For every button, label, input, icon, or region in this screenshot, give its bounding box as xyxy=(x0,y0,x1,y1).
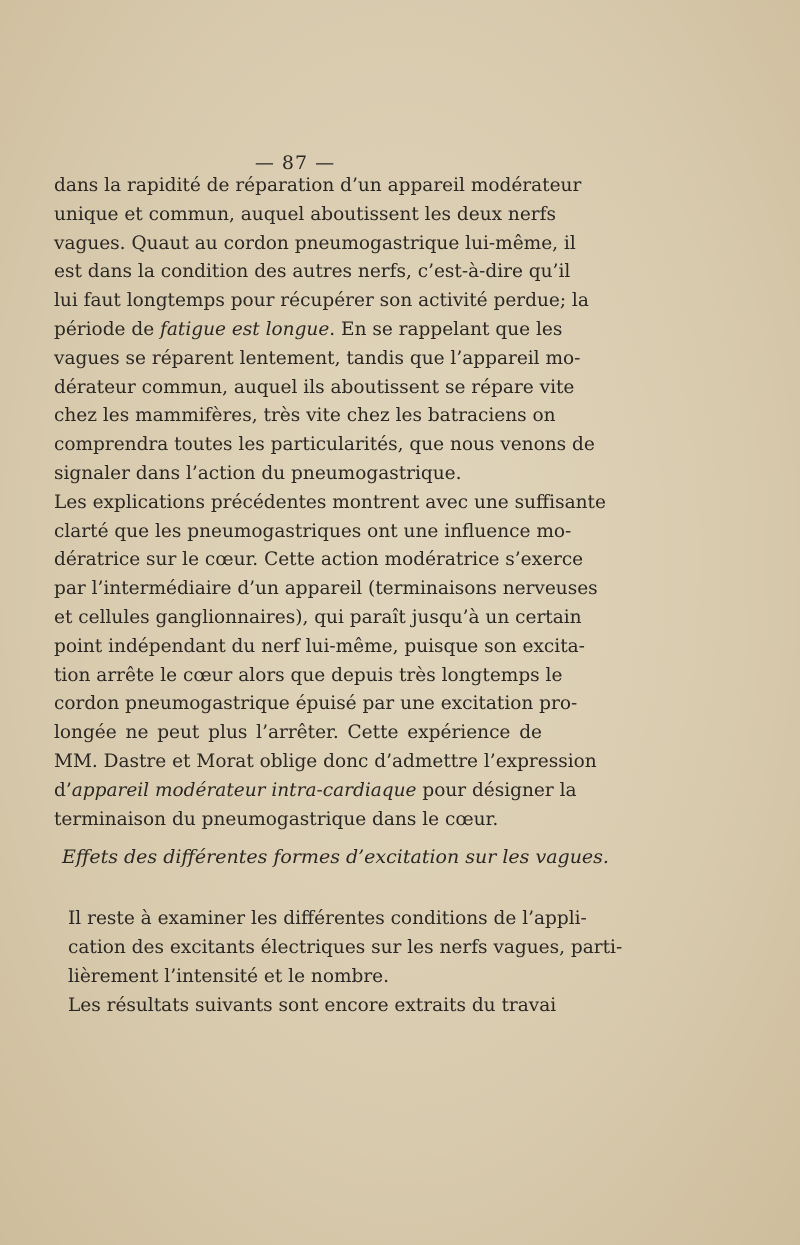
text-line: dératrice sur le cœur. Cette action modératrice s’exerce xyxy=(54,549,584,571)
text-line: cordon pneumogastrique épuisé par une excitation pro- xyxy=(54,693,578,715)
text-line: chez les mammifères, très vite chez les batraciens on xyxy=(54,405,556,427)
text-line: lui faut longtemps pour récupérer son activité perdue; la xyxy=(54,290,589,312)
text-line: comprendra toutes les particularités, que nous venons de xyxy=(54,434,595,456)
italic-segment: fatigue est longue xyxy=(160,318,330,340)
body-text-top xyxy=(54,172,606,834)
page-number: — 87 — xyxy=(254,152,336,174)
section-heading: Effets des différentes formes d’excitation sur les vagues. xyxy=(62,846,609,868)
text-line: vagues. Quaut au cordon pneumogastrique lui-même, il xyxy=(54,232,576,254)
text-segment: période de xyxy=(54,318,161,340)
text-line: terminaison du pneumogastrique dans le cœur. xyxy=(54,808,499,830)
paragraph-2 xyxy=(54,489,606,835)
text-line: Les explications précédentes montrent avec une suffisante xyxy=(54,491,606,513)
text-line: clarté que les pneumogastriques ont une influence mo- xyxy=(54,520,572,542)
text-line: par l’intermédiaire d’un appareil (terminaisons nerveuses xyxy=(54,578,598,600)
text-line: signaler dans l’action du pneumogastrique. xyxy=(54,462,462,484)
text-line: unique et commun, auquel aboutissent les deux nerfs xyxy=(54,203,556,225)
text-line: est dans la condition des autres nerfs, c’est-à-dire qu’il xyxy=(54,261,571,283)
text-line: MM. Dastre et Morat oblige donc d’admettre l’expression xyxy=(54,750,597,772)
text-line: cation des excitants électriques sur les nerfs vagues, parti- xyxy=(68,937,623,958)
text-segment: pour désigner la xyxy=(416,779,577,801)
text-segment: . En se rappelant que les xyxy=(329,318,563,340)
text-line: tion arrête le cœur alors que depuis très longtemps le xyxy=(54,664,563,686)
text-line: dans la rapidité de réparation d’un appareil modérateur xyxy=(54,175,582,196)
text-line: et cellules ganglionnaires), qui paraît jusqu’à un certain xyxy=(54,606,582,628)
paragraph-1 xyxy=(54,172,595,489)
text-line xyxy=(54,316,563,345)
text-line: point indépendant du nerf lui-même, puisque son excita- xyxy=(54,635,585,657)
text-line: vagues se réparent lentement, tandis que l’appareil mo- xyxy=(54,347,581,369)
text-line xyxy=(54,777,577,806)
italic-segment: appareil modérateur intra-cardiaque xyxy=(71,779,417,801)
paragraph-3 xyxy=(54,904,623,991)
body-text-bottom xyxy=(54,904,623,1020)
text-segment: d’ xyxy=(54,779,72,801)
text-line: Il reste à examiner les différentes conditions de l’appli- xyxy=(68,908,587,929)
text-line: dérateur commun, auquel ils aboutissent se répare vite xyxy=(54,376,575,398)
text-line: Les résultats suivants sont encore extraits du travai xyxy=(68,995,557,1016)
paragraph-4 xyxy=(54,991,557,1020)
text-line: lièrement l’intensité et le nombre. xyxy=(68,966,390,987)
text-line: longée ne peut plus l’arrêter. Cette expérience de xyxy=(54,722,542,744)
